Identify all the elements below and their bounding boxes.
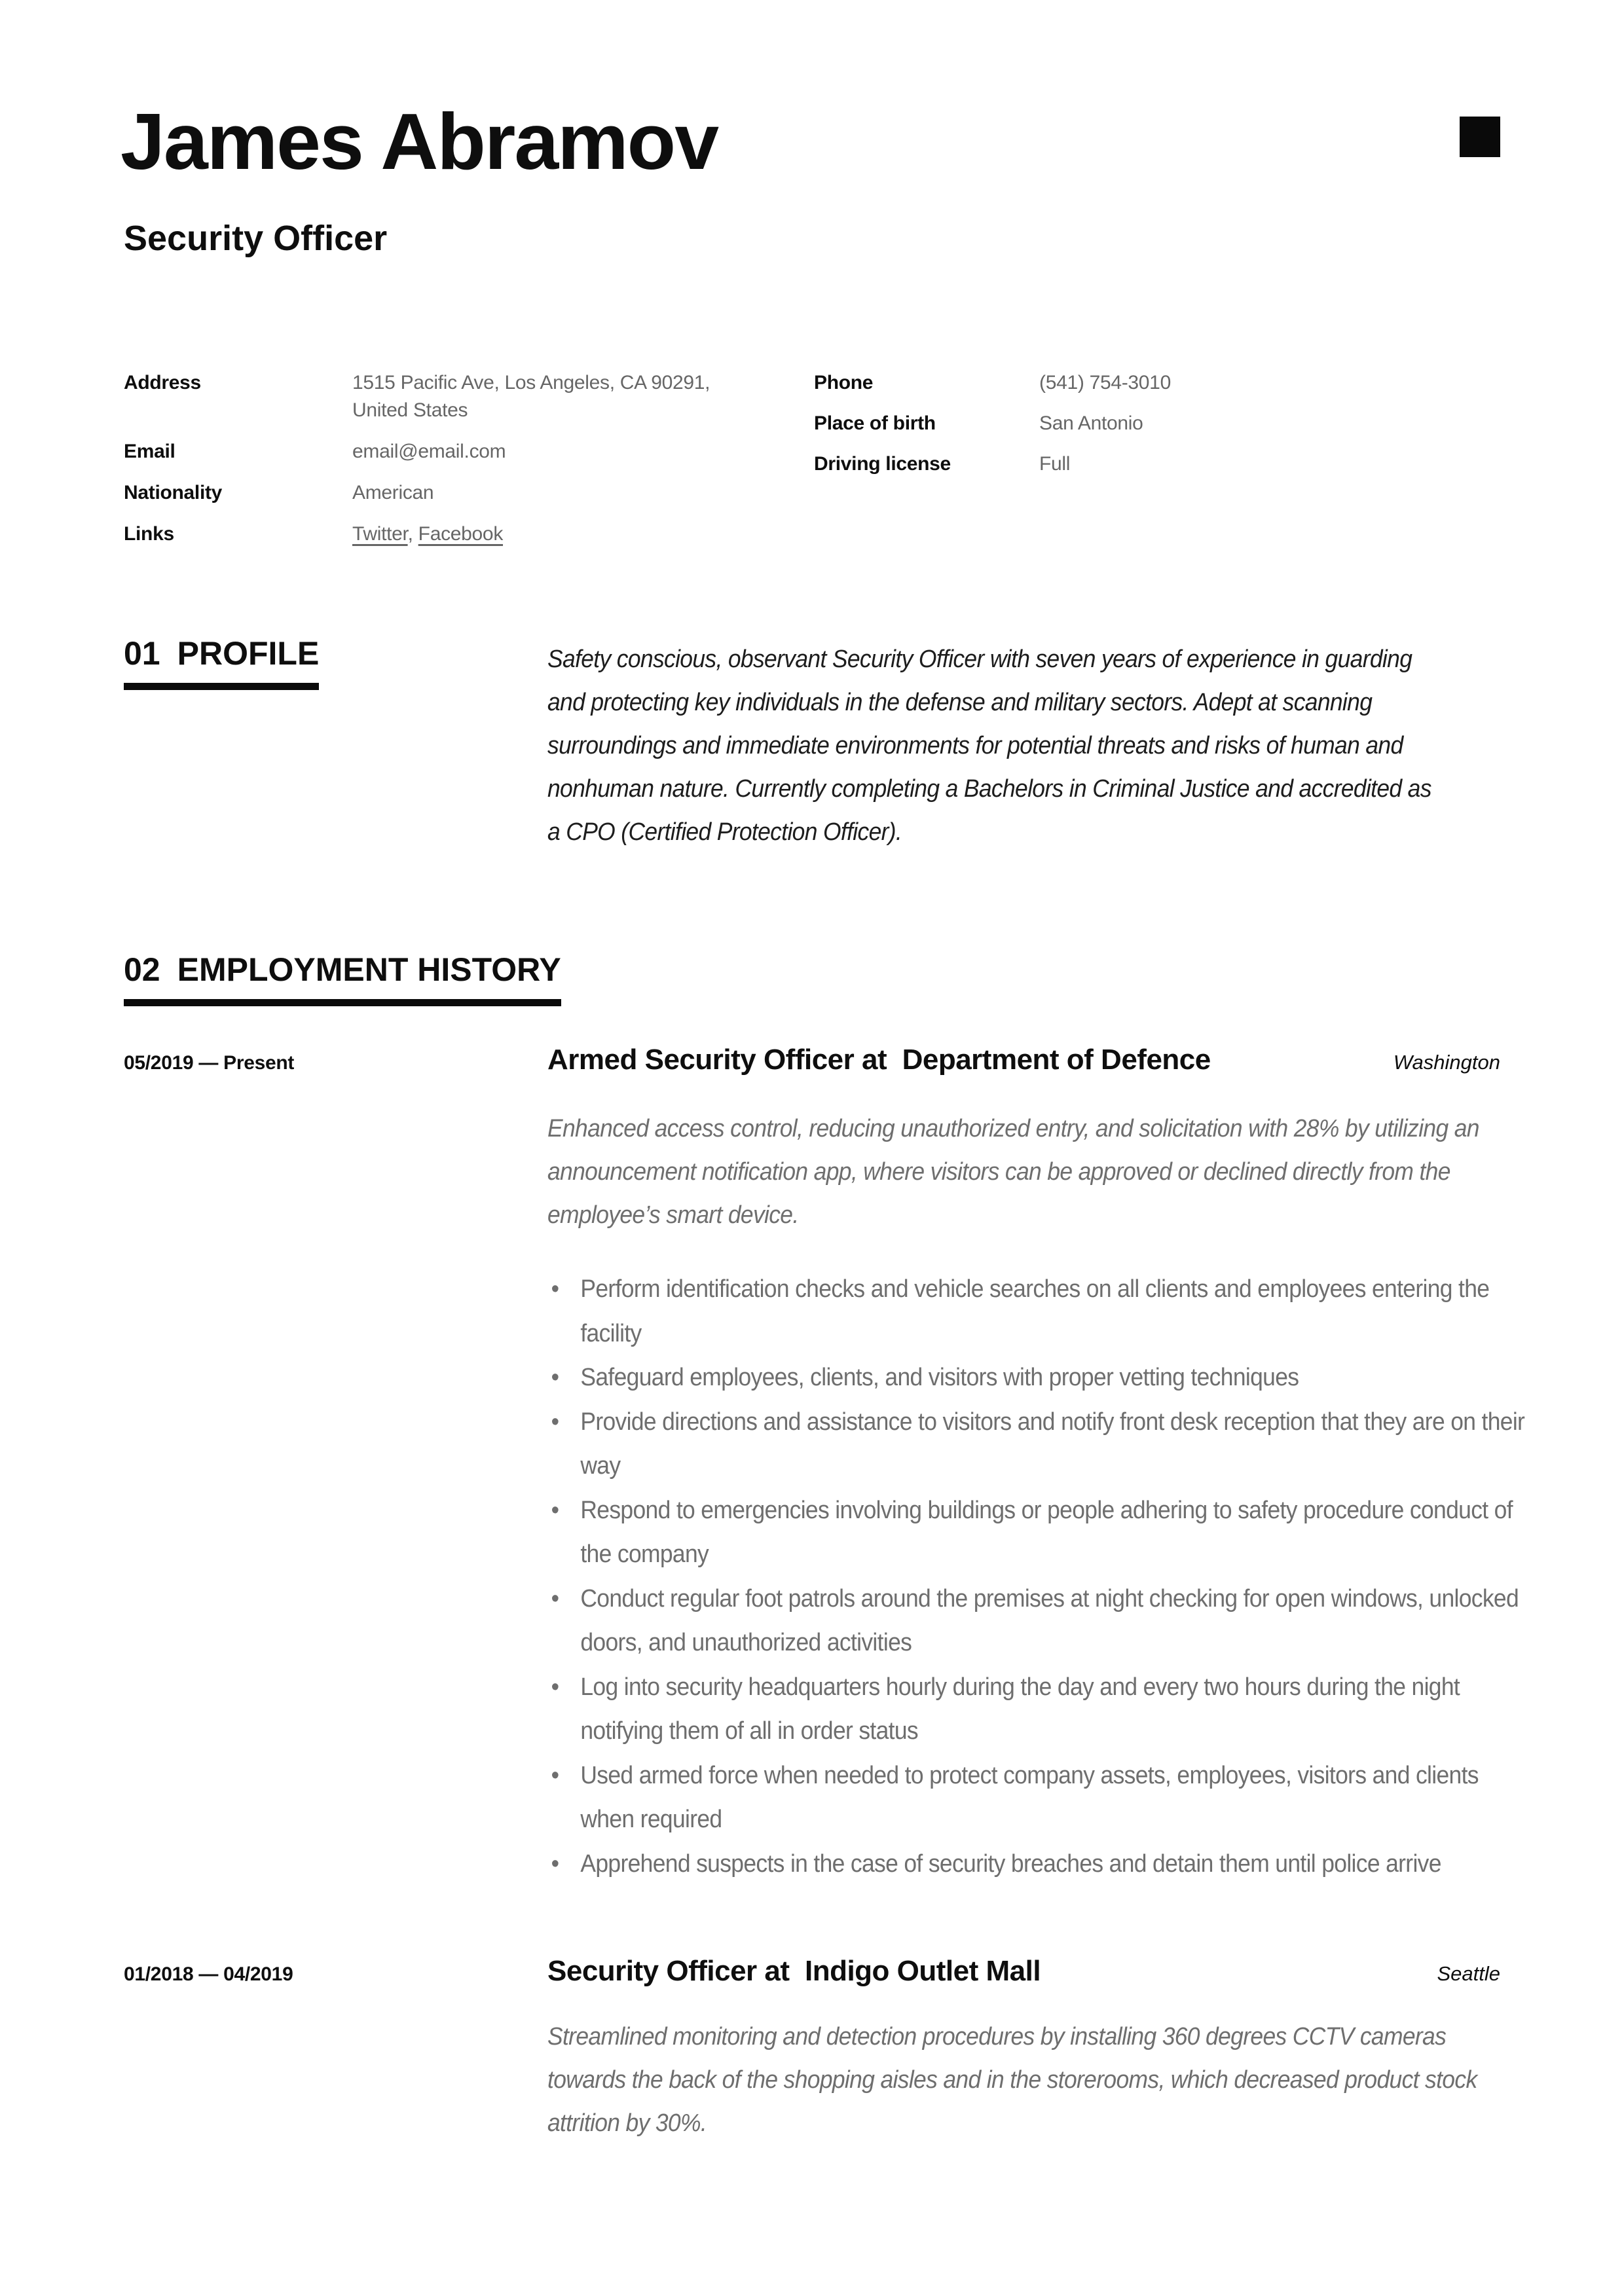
section-title-employment: EMPLOYMENT HISTORY <box>177 951 561 988</box>
candidate-job-title: Security Officer <box>124 219 388 258</box>
links-separator: , <box>407 523 418 545</box>
contact-value-nationality: American <box>352 482 434 503</box>
contact-value-driving-license: Full <box>1039 453 1071 475</box>
bullet-item: • Respond to emergencies involving buildings or people adhering to safety procedure conduct of the company <box>547 1489 1533 1577</box>
contact-label-driving-license: Driving license <box>814 453 951 475</box>
candidate-name: James Abramov <box>120 97 718 186</box>
contact-label-nationality: Nationality <box>124 482 223 503</box>
profile-heading-column <box>124 635 547 854</box>
contact-row-place-of-birth <box>814 410 1500 437</box>
job-2-dates: 01/2018 — 04/2019 <box>124 1963 293 1985</box>
bullet-item: • Conduct regular foot patrols around the premises at night checking for open windows, unlocked doors, and unauthorized activities <box>547 1577 1533 1666</box>
bullet-item: • Apprehend suspects in the case of security breaches and detain them until police arrive <box>547 1842 1533 1887</box>
job-1-bullets <box>547 1267 1533 1886</box>
section-heading-employment <box>124 951 561 1006</box>
bullet-item: • Provide directions and assistance to visitors and notify front desk reception that they are on their way <box>547 1400 1533 1489</box>
contact-details <box>124 369 1500 562</box>
black-square-icon <box>1460 117 1500 157</box>
bullet-item: • Perform identification checks and vehicle searches on all clients and employees entering the facility <box>547 1267 1533 1356</box>
job-2-header <box>124 1954 1500 1989</box>
contact-value-phone: (541) 754-3010 <box>1039 372 1171 393</box>
section-number-profile: 01 <box>124 635 160 672</box>
job-2-summary: Streamlined monitoring and detection procedures by installing 360 degrees CCTV cameras towards the back of the shopping aisles and in the storerooms, which decreased product stock attrition by 30%. <box>547 2023 1477 2137</box>
job-1-dates: 05/2019 — Present <box>124 1052 295 1074</box>
section-profile <box>124 635 1500 854</box>
contact-label-links: Links <box>124 523 174 545</box>
job-1-header <box>124 1043 1500 1078</box>
job-2-title: Security Officer at Indigo Outlet Mall <box>547 1955 1041 1987</box>
profile-summary: Safety conscious, observant Security Officer with seven years of experience in guarding and protecting key individuals in the defense and military sectors. Adept at scanning surroundings and immediate environments for potential threats and risks of human and nonhuman nature. Currently completing a Bachelors in Criminal Justice and accredited as a CPO (Certified Protection Officer). <box>547 646 1431 846</box>
contact-label-place-of-birth: Place of birth <box>814 412 936 434</box>
contact-value-place-of-birth: San Antonio <box>1039 412 1143 434</box>
contact-label-address: Address <box>124 372 201 393</box>
section-title-profile: PROFILE <box>177 635 320 672</box>
bullet-item: • Safeguard employees, clients, and visitors with proper vetting techniques <box>547 1356 1533 1400</box>
contact-label-phone: Phone <box>814 372 874 393</box>
job-1-title: Armed Security Officer at Department of Defence <box>547 1044 1211 1076</box>
contact-value-email: email@email.com <box>352 441 506 462</box>
contact-label-email: Email <box>124 441 175 462</box>
job-1-summary: Enhanced access control, reducing unauthorized entry, and solicitation with 28% by utilizing an announcement notification app, where visitors can be approved or declined directly from the employee’s smart device. <box>547 1115 1479 1229</box>
section-heading-profile <box>124 635 319 690</box>
contact-row-links <box>124 520 814 548</box>
section-employment <box>124 951 561 1006</box>
contact-row-phone <box>814 369 1500 397</box>
job-2-location: Seattle <box>1437 1962 1500 1985</box>
job-1-location: Washington <box>1393 1051 1500 1074</box>
section-number-employment: 02 <box>124 951 160 988</box>
contact-row-address <box>124 369 814 424</box>
contact-column-right <box>814 369 1500 562</box>
bullet-item: • Log into security headquarters hourly during the day and every two hours during the night notifying them of all in order status <box>547 1666 1533 1754</box>
contact-row-driving-license <box>814 450 1500 478</box>
link-twitter[interactable]: Twitter <box>352 523 408 545</box>
contact-value-address: 1515 Pacific Ave, Los Angeles, CA 90291, United States <box>352 372 710 421</box>
contact-row-nationality <box>124 479 814 507</box>
contact-row-email <box>124 438 814 465</box>
contact-column-left <box>124 369 814 562</box>
contact-links <box>352 520 503 548</box>
link-facebook[interactable]: Facebook <box>418 523 504 545</box>
bullet-item: • Used armed force when needed to protect company assets, employees, visitors and clients when required <box>547 1754 1533 1842</box>
